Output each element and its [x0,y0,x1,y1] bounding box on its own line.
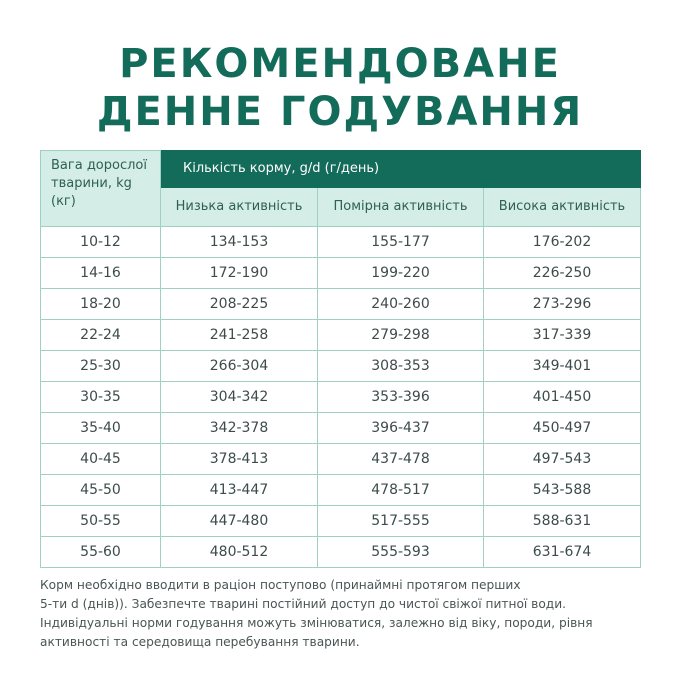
low-activity-cell: 342-378 [161,413,318,444]
moderate-activity-cell: 517-555 [318,506,484,537]
title-line-1: РЕКОМЕНДОВАНЕ [119,41,561,87]
weight-cell: 40-45 [41,444,161,475]
weight-column-header: Вага дорослої тварини, kg (кг) [41,151,161,227]
moderate-activity-cell: 240-260 [318,289,484,320]
high-activity-cell: 176-202 [484,227,641,258]
activity-header-low: Низька активність [161,188,318,227]
high-activity-cell: 588-631 [484,506,641,537]
table-row [41,475,641,506]
moderate-activity-cell: 199-220 [318,258,484,289]
low-activity-cell: 480-512 [161,537,318,568]
moderate-activity-cell: 353-396 [318,382,484,413]
low-activity-cell: 266-304 [161,351,318,382]
moderate-activity-cell: 396-437 [318,413,484,444]
weight-cell: 10-12 [41,227,161,258]
weight-cell: 30-35 [41,382,161,413]
table-row [41,382,641,413]
weight-cell: 35-40 [41,413,161,444]
table-row [41,227,641,258]
feeding-table [40,150,641,568]
high-activity-cell: 349-401 [484,351,641,382]
note-line: 5-ти d (днів)). Забезпечте тварині постійний доступ до чистої свіжої питної води. [40,597,567,611]
high-activity-cell: 401-450 [484,382,641,413]
table-row [41,258,641,289]
feeding-note [40,576,650,652]
low-activity-cell: 413-447 [161,475,318,506]
moderate-activity-cell: 478-517 [318,475,484,506]
note-line: Корм необхідно вводити в раціон поступово (принаймні протягом перших [40,578,521,592]
weight-cell: 22-24 [41,320,161,351]
moderate-activity-cell: 308-353 [318,351,484,382]
low-activity-cell: 172-190 [161,258,318,289]
weight-cell: 25-30 [41,351,161,382]
high-activity-cell: 450-497 [484,413,641,444]
note-line: Індивідуальні норми годування можуть змінюватися, залежно від віку, породи, рівня [40,616,593,630]
weight-cell: 45-50 [41,475,161,506]
high-activity-cell: 497-543 [484,444,641,475]
page-title [0,40,680,136]
high-activity-cell: 226-250 [484,258,641,289]
low-activity-cell: 134-153 [161,227,318,258]
high-activity-cell: 317-339 [484,320,641,351]
low-activity-cell: 447-480 [161,506,318,537]
title-line-2: ДЕННЕ ГОДУВАННЯ [96,89,584,135]
table-row [41,351,641,382]
table-row [41,537,641,568]
weight-cell: 18-20 [41,289,161,320]
table-row [41,444,641,475]
high-activity-cell: 543-588 [484,475,641,506]
amount-column-header: Кількість корму, g/d (г/день) [161,151,641,188]
table-row [41,413,641,444]
weight-cell: 50-55 [41,506,161,537]
moderate-activity-cell: 555-593 [318,537,484,568]
activity-header-moderate: Помірна активність [318,188,484,227]
table-row [41,289,641,320]
low-activity-cell: 378-413 [161,444,318,475]
moderate-activity-cell: 279-298 [318,320,484,351]
moderate-activity-cell: 155-177 [318,227,484,258]
low-activity-cell: 208-225 [161,289,318,320]
note-line: активності та середовища перебування тварини. [40,635,360,649]
weight-cell: 55-60 [41,537,161,568]
low-activity-cell: 241-258 [161,320,318,351]
table-row [41,506,641,537]
table-row [41,320,641,351]
high-activity-cell: 273-296 [484,289,641,320]
activity-header-high: Висока активність [484,188,641,227]
moderate-activity-cell: 437-478 [318,444,484,475]
high-activity-cell: 631-674 [484,537,641,568]
weight-cell: 14-16 [41,258,161,289]
low-activity-cell: 304-342 [161,382,318,413]
